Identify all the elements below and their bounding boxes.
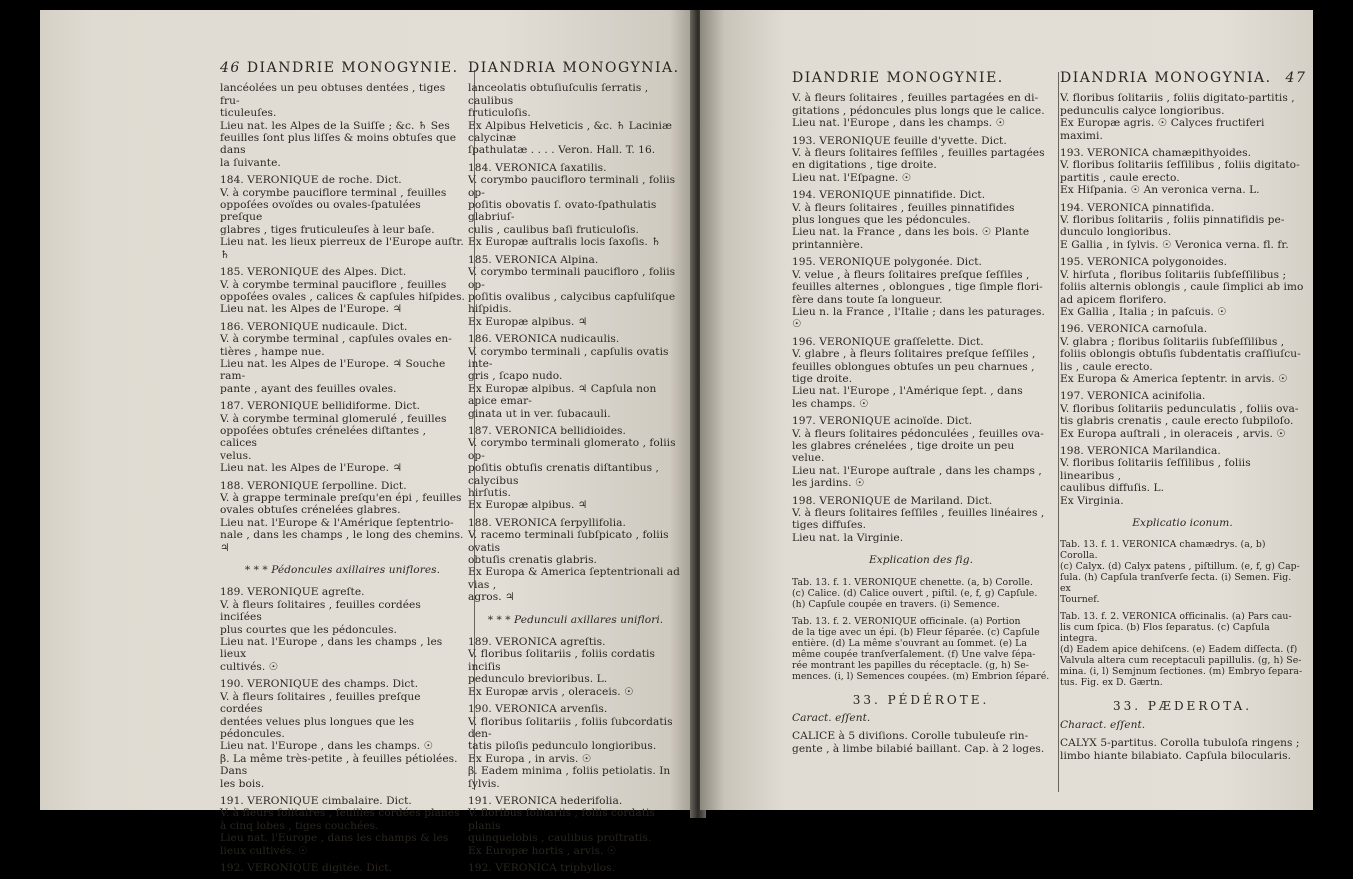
- entry-line: V. floribus ſolitariis ſeſſilibus , foliis digitato-: [1060, 159, 1300, 172]
- entry-title: 191. VERONIQUE cimbalaire. Dict.: [220, 794, 412, 807]
- entry-line: foliis oblongis obtuſis ſubdentatis craſſiuſcu-: [1060, 348, 1301, 361]
- running-header: [468, 62, 683, 74]
- header-title: DIANDRIA MONOGYNIA.: [1060, 70, 1272, 86]
- entry-title: 187. VERONICA bellidioides.: [468, 424, 626, 437]
- entry-line: lieux cultivés. ☉: [220, 844, 308, 857]
- species-entry: [468, 795, 683, 857]
- entry-line: feuilles ſont plus liſſes & moins obtuſes que dans: [220, 132, 457, 157]
- entry-line: lancéolées un peu obtuses dentées , tiges fru-: [220, 82, 446, 107]
- column-body: [1060, 92, 1305, 762]
- species-entry: [220, 480, 465, 554]
- entry-line: les jardins. ☉: [792, 477, 865, 490]
- figure-line: Tab. 13. f. 1. VERONIQUE chenette. (a, b) Corolle.: [792, 576, 1033, 588]
- entry-line: V. glabra ; floribus ſolitariis ſubſeſſilibus ,: [1060, 335, 1285, 348]
- entry-title: 188. VERONICA ſerpyllifolia.: [468, 516, 626, 529]
- species-entry: [468, 517, 683, 604]
- figure-line: ſula. (h) Capſula tranſverſe ſecta. (i) Semen. Fig. ex: [1060, 572, 1292, 595]
- entry-title: 196. VERONICA carnoſula.: [1060, 323, 1208, 336]
- entry-line: V. à corymbe terminal , capſules ovales en-: [220, 333, 452, 346]
- entry-line: V. racemo terminali ſubſpicato , foliis ovatis: [468, 529, 669, 554]
- column-body: [220, 82, 465, 874]
- figure-line: (c) Calice. (d) Calice ouvert , piſtil. (e, f, g) Capſule.: [792, 587, 1038, 599]
- figure-line: entière. (d) La même s'ouvrant au ſommet. (e) La: [792, 637, 1027, 649]
- species-entry: [1060, 323, 1305, 385]
- entry-title: 184. VERONIQUE de roche. Dict.: [220, 174, 402, 187]
- entry-line: Ex Europa & America ſeptentrionali ad vias ,: [468, 566, 681, 591]
- entry-line: les champs. ☉: [792, 397, 869, 410]
- page-number: 47: [1285, 70, 1307, 86]
- entry-line: V. à fleurs ſolitaires , feuilles cordées inciſées: [220, 598, 421, 624]
- entry-line: tige droite.: [792, 372, 853, 385]
- header-title: DIANDRIE MONOGYNIE.: [792, 70, 1004, 86]
- entry-line: E Gallia , in ſylvis. ☉ Veronica verna. fl. fr.: [1060, 238, 1289, 251]
- entry-title: 186. VERONIQUE nudicaule. Dict.: [220, 320, 408, 333]
- figure-line: (d) Eadem apice dehiſcens. (e) Eadem diſſecta. (f): [1060, 644, 1298, 656]
- page-number: 46: [220, 60, 241, 76]
- entry-title: 194. VERONIQUE pinnatifide. Dict.: [792, 189, 986, 202]
- species-entry: [1060, 445, 1305, 507]
- figure-line: rée montrant les papilles du réceptacle. (g, h) Se-: [792, 659, 1029, 671]
- species-entry: [792, 256, 1050, 330]
- entry-title: 196. VERONIQUE graſſelette. Dict.: [792, 335, 984, 348]
- entry-line: ticuleuſes.: [220, 107, 277, 120]
- species-entry: [468, 254, 683, 328]
- entry-line: Lieu nat. l'Eſpagne. ☉: [792, 171, 912, 184]
- entry-line: V. floribus ſolitariis , foliis cordatis inciſis: [468, 648, 655, 673]
- entry-line: glabres , tiges fruticuleuſes à leur baſe.: [220, 223, 435, 236]
- entry-line: Lieu nat. les Alpes de l'Europe. ♃ Souche ram-: [220, 357, 446, 383]
- entry-line: V. à fleurs ſolitaires , feuilles partagées en di-: [792, 92, 1039, 105]
- entry-line: Ex Europa & America ſeptentr. in arvis. ☉: [1060, 372, 1288, 385]
- species-entry: [220, 174, 465, 261]
- entry-title: 185. VERONIQUE des Alpes. Dict.: [220, 266, 407, 279]
- entry-line: poſitis obtuſis crenatis diſtantibus , calycibus: [468, 462, 659, 487]
- species-entry: [1060, 147, 1305, 197]
- entry-line: lanceolatis obtuſiuſculis ſerratis , caulibus: [468, 82, 649, 107]
- entry-line: Ex Europæ agris. ☉ Calyces fructiferi maximi.: [1060, 117, 1265, 142]
- entry-line: V. floribus ſolitariis pedunculatis , foliis ova-: [1060, 402, 1299, 415]
- running-header: [1060, 72, 1305, 84]
- running-header: [792, 72, 1050, 84]
- entry-title: 187. VERONIQUE bellidiforme. Dict.: [220, 400, 421, 413]
- entry-line: tières , hampe nue.: [220, 345, 325, 358]
- entry-line: Lieu nat. les Alpes de la Suiſſe ; &c. ♄ Ses: [220, 119, 450, 132]
- entry-line: la ſuivante.: [220, 156, 281, 169]
- left-column-latin: [468, 62, 683, 879]
- entry-line: Ex Europa , in arvis. ☉: [468, 752, 592, 765]
- entry-line: Lieu nat. l'Europe , dans les champs. ☉: [792, 117, 1006, 130]
- column-body: [792, 92, 1050, 755]
- entry-line: V. corymbo terminali paucifloro , foliis op-: [468, 266, 676, 291]
- entry-title: 197. VERONIQUE acinoïde. Dict.: [792, 415, 973, 428]
- entry-line: V. glabre , à fleurs ſolitaires preſque ſeſſiles ,: [792, 348, 1036, 361]
- species-entry: [220, 321, 465, 395]
- entry-line: agros. ♃: [468, 591, 515, 604]
- entry-line: Ex Europæ hortis , arvis. ☉: [468, 844, 617, 857]
- entry-line: Ex Europæ alpibus. ♃: [468, 315, 588, 328]
- species-entry: [468, 82, 683, 156]
- section-subhead: * * * Pedunculi axillares uniflori.: [487, 613, 664, 626]
- entry-line: V. à fleurs ſolitaires ſeſſiles , feuilles linéaires ,: [792, 507, 1045, 519]
- entry-line: Ex Europæ alpibus. ♃ Capſula non apice emar-: [468, 382, 657, 408]
- entry-line: V. corymbo paucifloro terminali , foliis op-: [468, 174, 676, 199]
- figure-line: même coupée tranſverſalement. (f) Une valve ſépa-: [792, 648, 1036, 660]
- left-page: [40, 10, 696, 874]
- entry-line: caulibus diffuſis. L.: [1060, 482, 1165, 495]
- entry-line: Ex Hiſpania. ☉ An veronica verna. L.: [1060, 184, 1260, 197]
- species-entry: [220, 400, 465, 474]
- species-entry: [792, 189, 1050, 251]
- entry-line: les glabres crénelées , tige droite un peu velue.: [792, 439, 1015, 465]
- entry-line: gris , ſcapo nudo.: [468, 370, 563, 383]
- entry-title: 194. VERONICA pinnatifida.: [1060, 201, 1215, 214]
- entry-line: fère dans toute ſa longueur.: [792, 293, 943, 306]
- entry-line: obtuſis crenatis glabris.: [468, 554, 597, 567]
- entry-line: ovales obtuſes crénelées glabres.: [220, 504, 401, 517]
- figure-line: de la tige avec un épi. (b) Fleur ſéparée. (c) Capſule: [792, 626, 1040, 638]
- entry-line: pedunculis calyce longioribus.: [1060, 104, 1225, 117]
- entry-line: Ex Europæ auſtralis locis ſaxoſis. ♄: [468, 236, 661, 249]
- entry-line: V. velue , à fleurs ſolitaires preſque ſeſſiles ,: [792, 268, 1030, 281]
- entry-line: Lieu nat. l'Europe , dans les champs & les: [220, 832, 449, 845]
- entry-line: oppoſées ovoïdes ou ovales-ſpatulées preſque: [220, 199, 421, 224]
- species-entry: [468, 703, 683, 790]
- entry-line: oppoſées ovales , calices & capſules hiſpides.: [220, 290, 465, 303]
- entry-title: 190. VERONIQUE des champs. Dict.: [220, 678, 419, 691]
- entry-title: 198. VERONIQUE de Mariland. Dict.: [792, 494, 993, 507]
- figure-line: mences. (i, l) Semences coupées. (m) Embrion ſéparé.: [792, 670, 1050, 682]
- right-column-french: [792, 72, 1050, 755]
- entry-line: les bois.: [220, 777, 265, 790]
- species-entry: [468, 162, 683, 249]
- entry-line: velus.: [220, 449, 252, 462]
- entry-title: 193. VERONICA chamæpithyoides.: [1060, 147, 1252, 160]
- entry-line: plus courtes que les pédoncules.: [220, 623, 397, 636]
- entry-line: ſpathulatæ . . . . Veron. Hall. T. 16.: [468, 144, 656, 157]
- entry-line: V. floribus ſolitariis , foliis digitato-partitis ,: [1060, 92, 1295, 105]
- entry-line: ad apicem florifero.: [1060, 293, 1167, 306]
- entry-line: V. à grappe terminale preſqu'en épi , feuilles: [220, 492, 462, 504]
- entry-line: V. à corymbe terminal glomerulé , feuilles: [220, 412, 447, 425]
- entry-line: Lieu nat. l'Europe , dans les champs. ☉: [220, 740, 434, 753]
- species-entry: [792, 415, 1050, 489]
- character-label: Charact. eſſent.: [1060, 718, 1146, 731]
- header-title: DIANDRIA MONOGYNIA.: [468, 60, 680, 76]
- figure-explanation: [792, 577, 1050, 682]
- entry-line: tiges diffuſes.: [792, 519, 867, 532]
- species-entry: [468, 333, 683, 420]
- entry-title: 195. VERONIQUE polygonée. Dict.: [792, 256, 982, 269]
- entry-title: 191. VERONICA hederifolia.: [468, 794, 623, 807]
- entry-line: Lieu n. la France , l'Italie ; dans les paturages. ☉: [792, 305, 1045, 331]
- entry-line: V. à fleurs ſolitaires , feuilles pinnatifides: [792, 201, 1015, 214]
- genus-heading: 33. PÉDÉROTE.: [852, 692, 990, 707]
- entry-line: Lieu nat. la Virginie.: [792, 531, 904, 544]
- entry-line: culis , caulibus baſi fruticuloſis.: [468, 223, 639, 236]
- entry-line: V. à corymbe terminal pauciflore , feuilles: [220, 278, 447, 291]
- species-entry: [792, 495, 1050, 545]
- species-entry: [468, 425, 683, 512]
- entry-line: V. à fleurs ſolitaires ſeſſiles , feuilles partagées: [792, 147, 1045, 160]
- entry-title: 185. VERONICA Alpina.: [468, 253, 599, 266]
- entry-line: Lieu nat. l'Europe , dans les champs , les lieux: [220, 636, 443, 661]
- character-line: gente , à limbe bilabié baillant. Cap. à 2 loges.: [792, 742, 1045, 755]
- figure-line: Valvula altera cum receptaculi papillulis. (g, h) Se-: [1060, 655, 1302, 667]
- entry-title: 193. VERONIQUE feuille d'yvette. Dict.: [792, 134, 1007, 147]
- species-entry: [468, 636, 683, 698]
- entry-line: fruticuloſis.: [468, 107, 531, 120]
- left-column-french: [220, 62, 465, 879]
- figure-line: Tab. 13. f. 2. VERONIQUE officinale. (a) Portion: [792, 615, 1021, 627]
- entry-line: β. Eadem minima , foliis petiolatis. In ſylvis.: [468, 765, 671, 790]
- species-entry: [220, 266, 465, 316]
- entry-line: gitations , pédoncules plus longs que le calice.: [792, 104, 1045, 117]
- figure-line: tus. Fig. ex D. Gærtn.: [1060, 677, 1163, 689]
- entry-line: feuilles oblongues obtuſes un peu charnues ,: [792, 360, 1035, 373]
- entry-line: plus longues que les pédoncules.: [792, 214, 971, 227]
- entry-line: Lieu nat. la France , dans les bois. ☉ Plante: [792, 226, 1030, 239]
- entry-line: oppoſées obtuſes crénelées diſtantes , calices: [220, 424, 426, 450]
- figure-line: mina. (i, l) Semjnum ſectiones. (m) Embryo ſepara-: [1060, 666, 1303, 678]
- section-subhead: * * * Pédoncules axillaires uniflores.: [244, 564, 441, 577]
- entry-line: ginata ut in ver. ſubacauli.: [468, 407, 611, 420]
- entry-line: Lieu nat. les lieux pierreux de l'Europe auſtr. ♄: [220, 236, 464, 261]
- species-entry: [220, 862, 465, 874]
- entry-line: Ex Europæ alpibus. ♃: [468, 499, 588, 512]
- entry-line: nale , dans les champs , le long des chemins. ♃: [220, 529, 464, 554]
- species-entry: [220, 795, 465, 857]
- genus-heading: 33. PÆDEROTA.: [1112, 699, 1253, 714]
- entry-title: 197. VERONICA acinifolia.: [1060, 390, 1206, 403]
- entry-line: cultivés. ☉: [220, 660, 279, 673]
- entry-line: partitis , caule erecto.: [1060, 171, 1180, 184]
- species-entry: [1060, 390, 1305, 440]
- entry-line: Ex Virginia.: [1060, 494, 1124, 507]
- species-entry: [792, 92, 1050, 129]
- species-entry: [1060, 92, 1305, 142]
- entry-line: pedunculo brevioribus. L.: [468, 673, 608, 686]
- entry-title: 192. VERONIQUE digitée. Dict.: [220, 861, 392, 874]
- right-page: [700, 10, 1313, 810]
- figure-explanation: [1060, 539, 1305, 688]
- species-entry: [1060, 202, 1305, 252]
- entry-line: V. à fleurs ſolitaires , feuilles preſque cordées: [220, 690, 421, 716]
- entry-line: V. floribus ſolitariis , foliis cordatis planis: [468, 807, 655, 832]
- header-title: DIANDRIE MONOGYNIE.: [246, 60, 459, 76]
- figure-line: Tab. 13. f. 1. VERONICA chamædrys. (a, b) Corolla.: [1060, 539, 1266, 562]
- entry-title: 184. VERONICA ſaxatilis.: [468, 161, 607, 174]
- right-column-latin: [1060, 72, 1305, 762]
- character-line: CALYX 5-partitus. Corolla tubuloſa ringens ;: [1060, 737, 1300, 750]
- entry-line: lis , caule erecto.: [1060, 360, 1153, 373]
- entry-line: Ex Europæ arvis , oleraceis. ☉: [468, 685, 634, 698]
- entry-title: 192. VERONICA triphyllos.: [468, 861, 616, 874]
- entry-title: 186. VERONICA nudicaulis.: [468, 333, 620, 346]
- entry-title: 189. VERONICA agreſtis.: [468, 636, 606, 649]
- running-header: [220, 62, 465, 74]
- section-subhead: Explication des fig.: [868, 554, 974, 567]
- section-subhead: Explicatio iconum.: [1132, 517, 1233, 529]
- entry-line: dunculo longioribus.: [1060, 226, 1172, 239]
- entry-line: V. corymbo terminali glomerato , foliis op-: [468, 437, 676, 462]
- character-line: limbo hiante bilabiato. Capſula bilocularis.: [1060, 749, 1292, 762]
- species-entry: [220, 586, 465, 673]
- species-entry: [792, 135, 1050, 185]
- entry-line: V. floribus ſolitariis , foliis pinnatifidis pe-: [1060, 214, 1285, 227]
- entry-line: à cinq lobes , tiges couchées.: [220, 819, 379, 832]
- entry-title: 190. VERONICA arvenſis.: [468, 703, 608, 716]
- entry-line: Lieu nat. l'Europe , l'Amérique ſept. , dans: [792, 385, 1023, 398]
- entry-line: Ex Gallia , Italia ; in paſcuis. ☉: [1060, 305, 1227, 318]
- species-entry: [1060, 256, 1305, 318]
- entry-line: V. à fleurs ſolitaires pédonculées , feuilles ova-: [792, 427, 1044, 440]
- species-entry: [220, 678, 465, 790]
- species-entry: [792, 336, 1050, 410]
- entry-line: Lieu nat. l'Europe auſtrale , dans les champs ,: [792, 464, 1042, 477]
- figure-line: (c) Calyx. (d) Calyx patens , piſtillum. (e, f, g) Cap-: [1060, 561, 1300, 573]
- entry-line: β. La même très-petite , à feuilles pétiolées. Dans: [220, 752, 458, 778]
- figure-line: lis cum ſpica. (b) Flos ſeparatus. (c) Capſula integra.: [1060, 622, 1270, 645]
- species-entry: [220, 82, 465, 169]
- character-line: CALICE à 5 diviſions. Corolle tubuleuſe rin-: [792, 730, 1029, 743]
- entry-line: V. corymbo terminali , capſulis ovatis inte-: [468, 345, 669, 370]
- entry-line: quinquelobis , caulibus proſtratis.: [468, 832, 652, 845]
- entry-line: Lieu nat. les Alpes de l'Europe. ♃: [220, 303, 403, 316]
- entry-line: printannière.: [792, 238, 864, 251]
- entry-line: V. floribus ſolitariis , foliis ſubcordatis den-: [468, 715, 673, 740]
- entry-line: Ex Alpibus Helveticis , &c. ♄ Laciniæ calycinæ: [468, 119, 672, 145]
- entry-title: 195. VERONICA polygonoides.: [1060, 256, 1228, 269]
- entry-line: Lieu nat. l'Europe & l'Amérique ſeptentrio-: [220, 516, 454, 529]
- entry-line: tis glabris crenatis , caule erecto ſubpiloſo.: [1060, 415, 1294, 428]
- column-body: [468, 82, 683, 874]
- entry-line: tatis piloſis pedunculo longioribus.: [468, 740, 657, 753]
- entry-line: en digitations , tige droite.: [792, 159, 937, 172]
- figure-line: Tournef.: [1060, 594, 1100, 606]
- entry-line: pante , ayant des feuilles ovales.: [220, 382, 397, 395]
- entry-title: 198. VERONICA Marilandica.: [1060, 444, 1221, 457]
- entry-line: dentées velues plus longues que les pédoncules.: [220, 715, 415, 740]
- entry-line: poſitis ovalibus , calycibus capſuliſque hiſpidis.: [468, 290, 676, 316]
- entry-line: V. à corymbe pauciflore terminal , feuilles: [220, 186, 447, 199]
- entry-title: 188. VERONIQUE ſerpolline. Dict.: [220, 479, 407, 492]
- character-label: Caract. eſſent.: [792, 712, 871, 725]
- entry-line: Ex Europa auſtrali , in oleraceis , arvis. ☉: [1060, 427, 1286, 440]
- entry-line: hirſutis.: [468, 487, 511, 499]
- entry-line: V. hirſuta , floribus ſolitariis ſubſeſſilibus ;: [1060, 268, 1287, 281]
- figure-line: (h) Capſule coupée en travers. (i) Semence.: [792, 598, 1000, 610]
- species-entry: [468, 862, 683, 874]
- entry-line: foliis alternis oblongis , caule ſimplici ab imo: [1060, 281, 1304, 294]
- entry-line: V. à fleurs ſolitaires , feuilles cordées planes: [220, 807, 460, 820]
- figure-line: Tab. 13. f. 2. VERONICA officinalis. (a) Pars cau-: [1060, 611, 1292, 623]
- entry-line: poſitis obovatis ſ. ovato-ſpathulatis glabriuſ-: [468, 199, 657, 224]
- open-book: [40, 10, 1313, 874]
- entry-line: feuilles alternes , oblongues , tige ſimple flori-: [792, 281, 1043, 294]
- column-divider: [1058, 72, 1059, 792]
- entry-line: Lieu nat. les Alpes de l'Europe. ♃: [220, 462, 403, 475]
- entry-title: 189. VERONIQUE agreſte.: [220, 586, 365, 599]
- entry-line: V. floribus ſolitariis ſeſſilibus , foliis linearibus ,: [1060, 457, 1251, 482]
